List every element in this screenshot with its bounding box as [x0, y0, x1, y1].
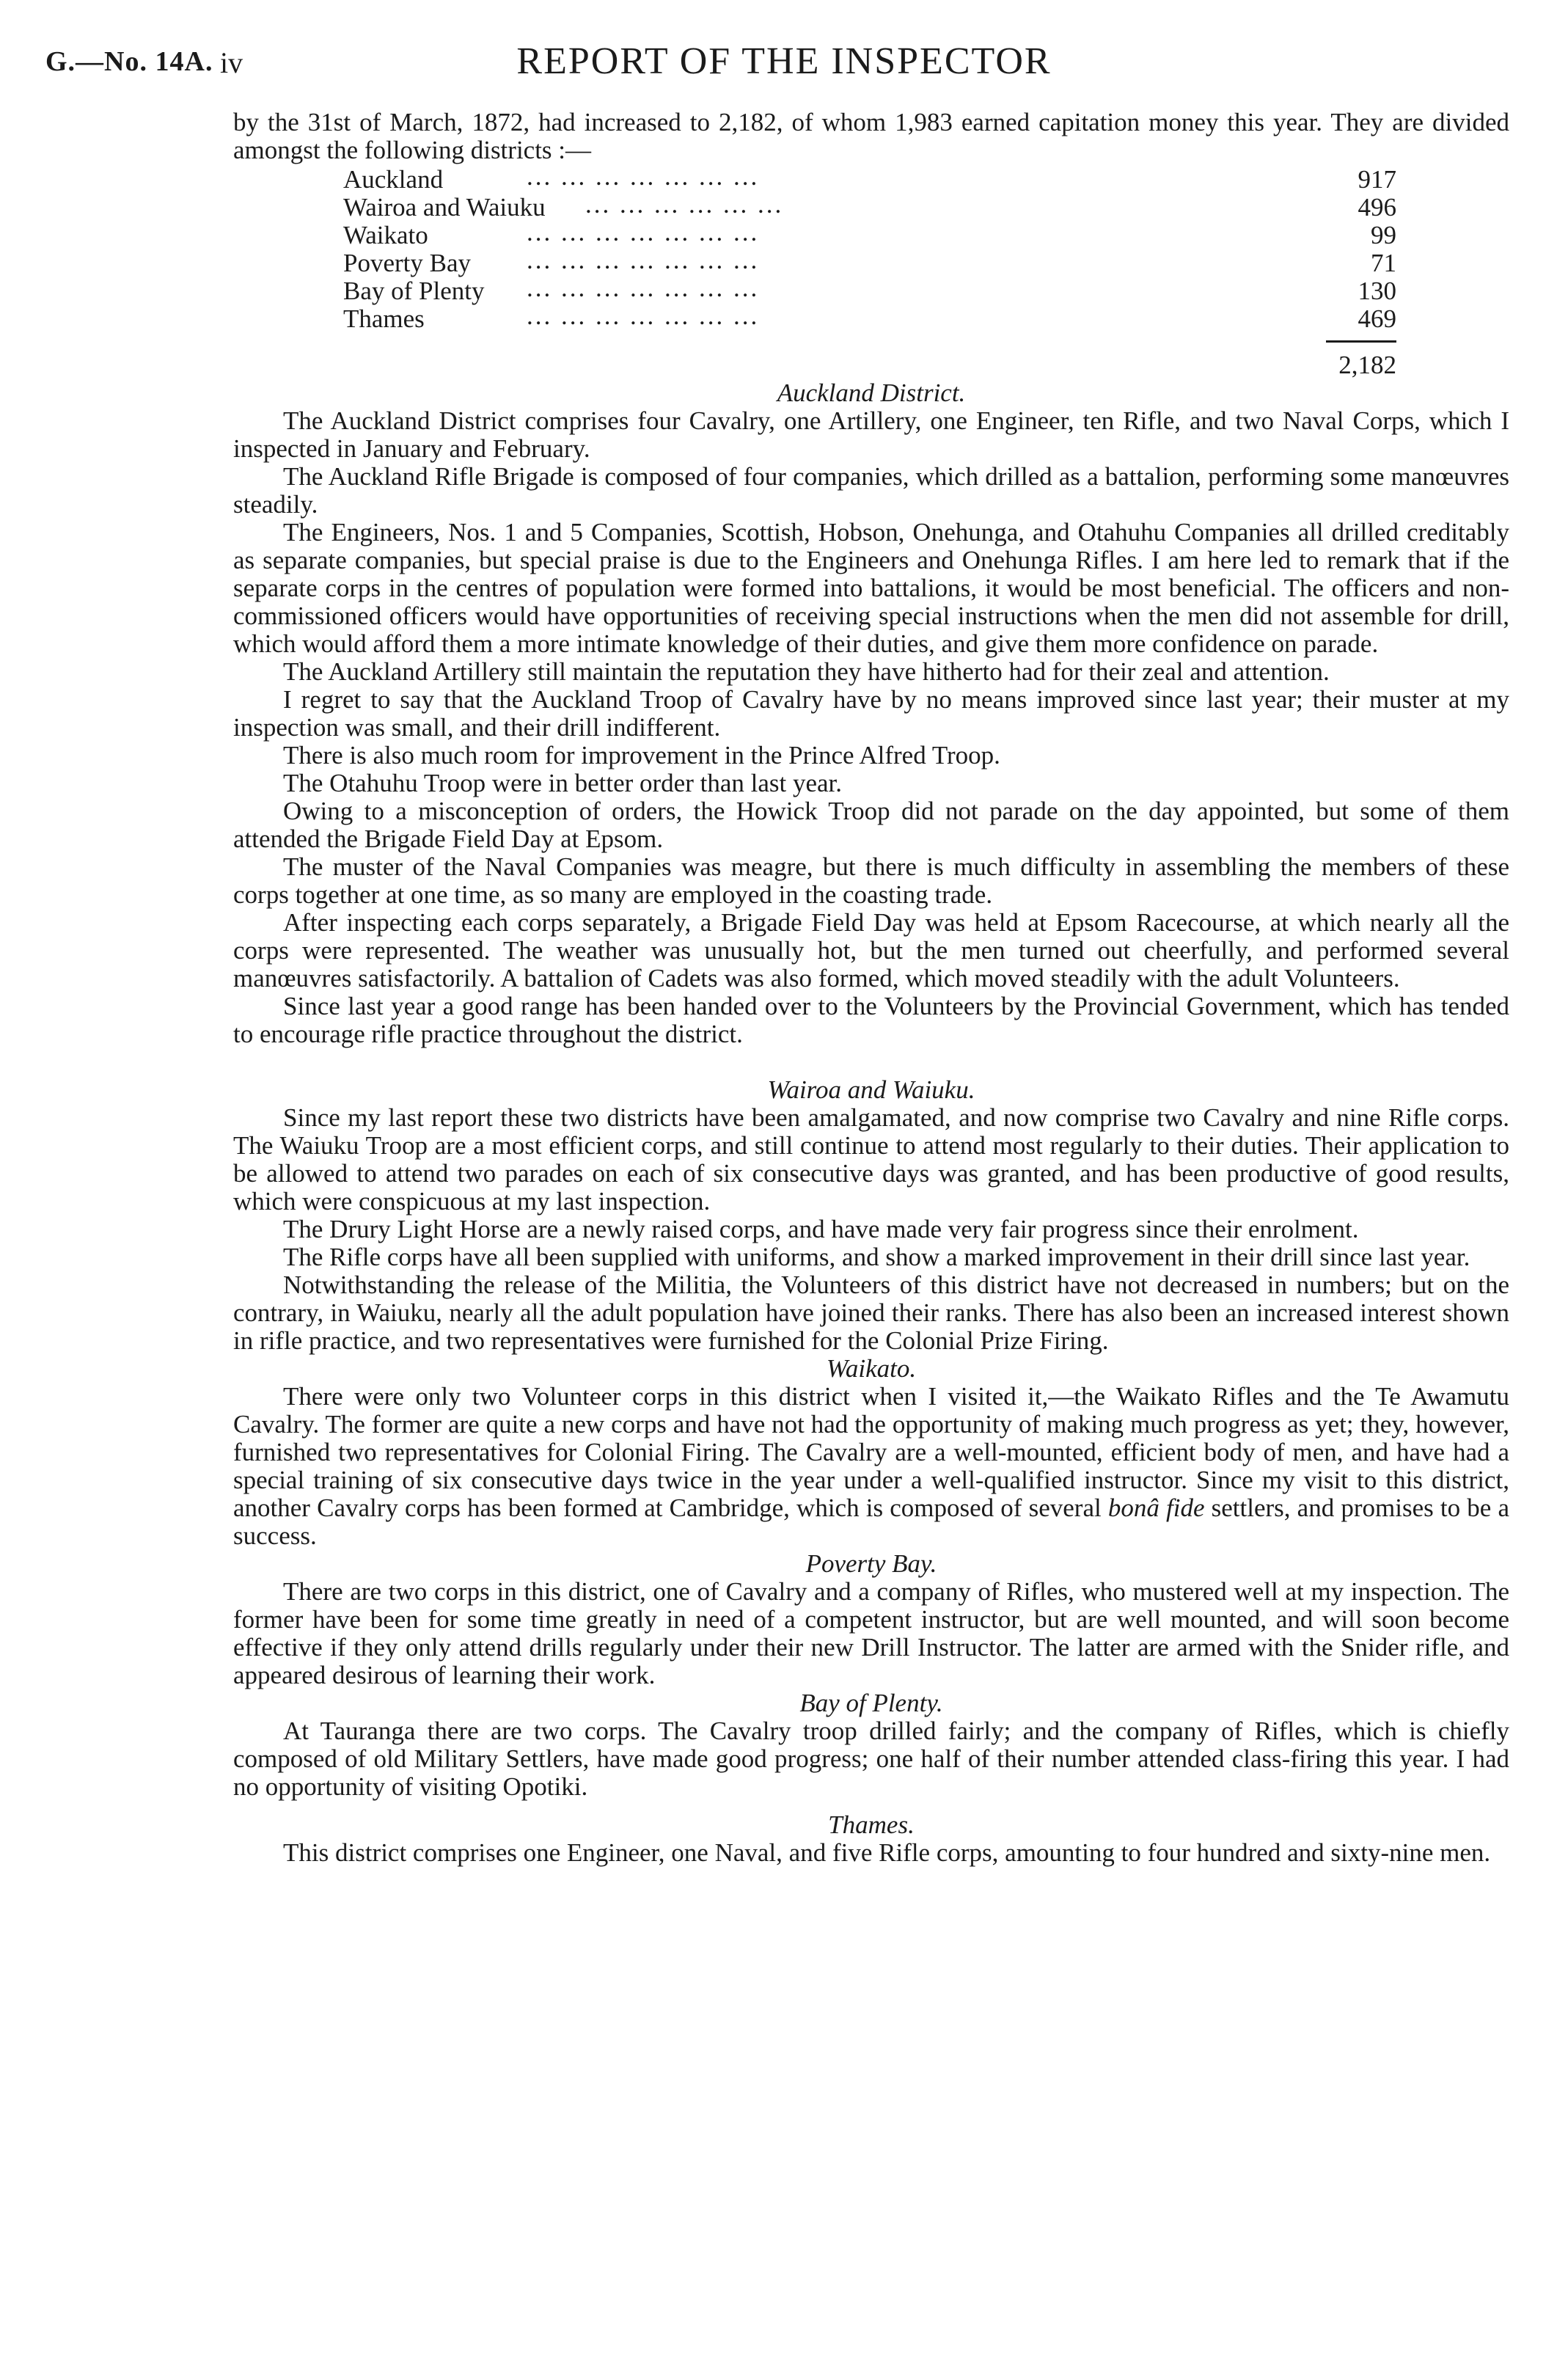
paragraph: The Auckland District comprises four Cavalry, one Artillery, one Engineer, ten Rifle, and two Naval Corps, which I inspected in January and February. — [233, 406, 1509, 463]
paragraph: Owing to a misconception of orders, the Howick Troop did not parade on the day appointed, but some of them attended the Brigade Field Day at Epsom. — [233, 797, 1509, 853]
parliamentary-paper-reference: G.—No. 14A. — [45, 46, 213, 77]
leader-dots: ... ... ... ... ... ... ... — [527, 163, 760, 191]
heading-poverty-bay: Poverty Bay. — [805, 1549, 937, 1578]
paragraph: The Auckland Rifle Brigade is composed of four companies, which drilled as a battalion, performing some manœuvres steadily. — [233, 462, 1509, 519]
heading-waikato: Waikato. — [826, 1354, 917, 1383]
paragraph: The Otahuhu Troop were in better order than last year. — [283, 769, 843, 797]
section-spacer — [233, 1801, 1509, 1811]
page-number: iv — [220, 46, 243, 79]
district-name: Poverty Bay — [343, 249, 472, 277]
total-rule — [1326, 340, 1396, 343]
page-title: REPORT OF THE INSPECTOR — [516, 40, 1052, 82]
paragraph: Notwithstanding the release of the Militia, the Volunteers of this district have not decreased in numbers; but on the contrary, in Waiuku, nearly all the adult population have joined their ranks. There has also been an increased interest shown in rifle practice, and two representatives were furnished for the Colonial Prize Firing. — [233, 1271, 1509, 1355]
paragraph: The Drury Light Horse are a newly raised corps, and have made very fair progress since their enrolment. — [283, 1215, 1359, 1243]
paragraph: The Engineers, Nos. 1 and 5 Companies, Scottish, Hobson, Onehunga, and Otahuhu Companies all drilled creditably as separate companies, but special praise is due to the Engineers and Onehunga Rifles. I am here led to remark that if the separate corps in the centres of population were formed into battalions, it would be most beneficial. The officers and non-commissioned officers would have opportunities of receiving special instructions when the men did not assemble for drill, which would afford them a more intimate knowledge of their duties, and give them more confidence on parade. — [233, 518, 1509, 658]
italic-term: bonâ fide — [1107, 1494, 1205, 1522]
report-body — [233, 109, 1509, 1867]
district-row — [343, 191, 1396, 222]
leader-dots: ... ... ... ... ... ... ... — [527, 246, 760, 274]
district-count: 71 — [1371, 249, 1396, 277]
district-row — [343, 302, 1396, 333]
leader-dots: ... ... ... ... ... ... ... — [527, 274, 760, 302]
paragraph: Since last year a good range has been handed over to the Volunteers by the Provincial Government, which has tended to encourage rifle practice throughout the district. — [233, 992, 1509, 1048]
leader-dots: ... ... ... ... ... ... — [585, 191, 784, 219]
district-count: 496 — [1358, 193, 1396, 222]
district-name: Thames — [343, 304, 425, 333]
paragraph: There are two corps in this district, one of Cavalry and a company of Rifles, who mustered well at my inspection. The former have been for some time greatly in need of a competent instructor, but are well mounted, and will soon become effective if they only attend drills regularly under their new Drill Instructor. The latter are armed with the Snider rifle, and appeared desirous of learning their work. — [233, 1577, 1509, 1689]
paragraph — [233, 1383, 1509, 1550]
district-count: 917 — [1358, 165, 1396, 194]
paragraph: After inspecting each corps separately, a Brigade Field Day was held at Epsom Racecourse, at which nearly all the corps were represented. The weather was unusually hot, but the men turned out cheerfully, and performed several manœuvres satisfactorily. A battalion of Cadets was also formed, which moved steadily with the adult Volunteers. — [233, 908, 1509, 993]
paragraph: There is also much room for improvement in the Prince Alfred Troop. — [283, 741, 1000, 770]
intro-paragraph: by the 31st of March, 1872, had increased to 2,182, of whom 1,983 earned capitation money this year. They are divided amongst the following districts :— — [233, 108, 1509, 164]
heading-thames: Thames. — [828, 1810, 915, 1839]
district-name: Bay of Plenty — [343, 277, 485, 305]
paragraph-text: There were only two Volunteer corps in this district when I visited it,—the Waikato Rifles and the Te Awamutu Cavalry. The former are quite a new corps and have not had the opportunity of making much progress as yet; they, however, furnished two representatives for Colonial Firing. The Cavalry are a well-mounted, efficient body of men, and have had a special training of six consecutive days twice in the year under a well-qualified instructor. Since my visit to this district, another Cavalry corps has been formed at Cambridge, which is composed of several — [233, 1382, 1509, 1522]
district-row — [343, 163, 1396, 194]
district-row — [343, 219, 1396, 249]
heading-wairoa-and-waiuku: Wairoa and Waiuku. — [767, 1075, 975, 1104]
leader-dots: ... ... ... ... ... ... ... — [527, 302, 760, 330]
leader-dots: ... ... ... ... ... ... ... — [527, 219, 760, 246]
district-count: 130 — [1358, 277, 1396, 305]
district-name: Wairoa and Waiuku — [343, 193, 546, 222]
districts-total: 2,182 — [1338, 351, 1396, 379]
paragraph: At Tauranga there are two corps. The Cavalry troop drilled fairly; and the company of Rifles, which is chiefly composed of old Military Settlers, have made good progress; one half of their number attended class-firing this year. I had no opportunity of visiting Opotiki. — [233, 1717, 1509, 1801]
paragraph: The muster of the Naval Companies was meagre, but there is much difficulty in assembling the members of these corps together at one time, as so many are employed in the coasting trade. — [233, 852, 1509, 909]
heading-bay-of-plenty: Bay of Plenty. — [799, 1689, 943, 1717]
district-row — [343, 246, 1396, 277]
paragraph: This district comprises one Engineer, one Naval, and five Rifle corps, amounting to four hundred and sixty-nine men. — [283, 1838, 1491, 1867]
paragraph: Since my last report these two districts have been amalgamated, and now comprise two Cavalry and nine Rifle corps. The Waiuku Troop are a most efficient corps, and still continue to attend most regularly to their duties. Their application to be allowed to attend two parades on each of six consecutive days was granted, and has been productive of good results, which were conspicuous at my last inspection. — [233, 1103, 1509, 1216]
paragraph-text: settlers, and promises to be a success. — [233, 1494, 1509, 1550]
section-spacer — [233, 1048, 1509, 1076]
district-count: 99 — [1371, 221, 1396, 249]
heading-auckland-district: Auckland District. — [777, 379, 966, 407]
district-name: Auckland — [343, 165, 444, 194]
district-count: 469 — [1358, 304, 1396, 333]
paragraph: The Rifle corps have all been supplied with uniforms, and show a marked improvement in their drill since last year. — [283, 1243, 1470, 1271]
district-name: Waikato — [343, 221, 428, 249]
districts-table — [343, 163, 1396, 379]
paragraph: The Auckland Artillery still maintain the reputation they have hitherto had for their zeal and attention. — [283, 657, 1330, 686]
paragraph: I regret to say that the Auckland Troop of Cavalry have by no means improved since last year; their muster at my inspection was small, and their drill indifferent. — [233, 685, 1509, 742]
district-row — [343, 274, 1396, 305]
